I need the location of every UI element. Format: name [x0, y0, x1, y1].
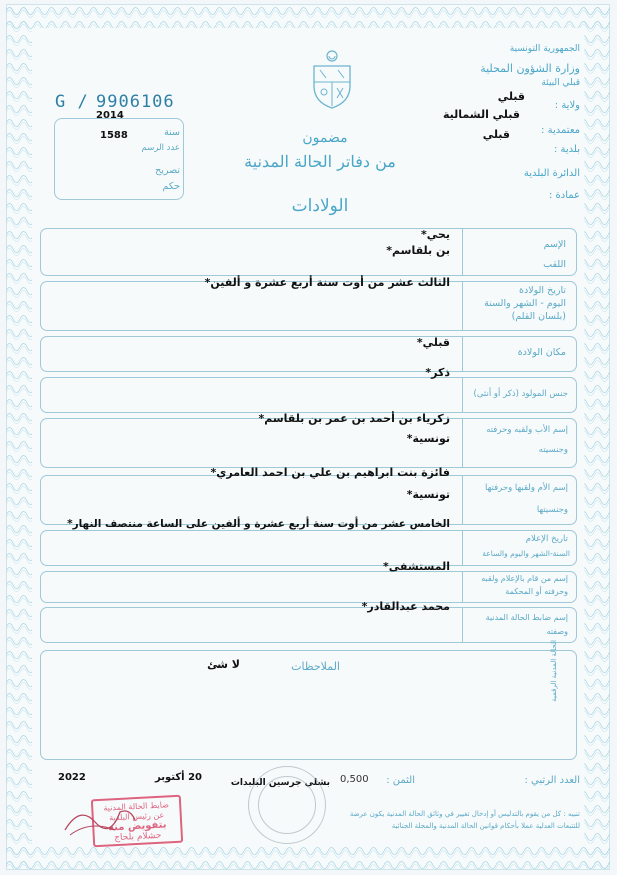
- side-digital-text: الحالة المدنية الرقمية: [550, 640, 558, 702]
- remarks-value: لا شئ: [207, 658, 240, 671]
- birth-date-pen-label: (بلسان القلم): [511, 311, 566, 322]
- declaration-date-label: تاريخ الإعلام: [525, 534, 568, 544]
- registers-title: من دفاتر الحالة المدنية: [244, 152, 396, 171]
- declaration-date-sublabel: السنة-الشهر واليوم والساعة: [482, 549, 570, 558]
- birth-place-label: مكان الولادة: [517, 347, 566, 358]
- municipality-label: بلدية :: [553, 144, 580, 155]
- officer-label: إسم ضابط الحالة المدنية: [485, 613, 568, 622]
- declarant-value: المستشفى*: [383, 560, 450, 573]
- father-label: إسم الأب ولقبه وحرفته: [486, 425, 568, 435]
- coat-of-arms-icon: [310, 48, 354, 110]
- date-day-month: 20 أكتوبر: [155, 772, 202, 783]
- omda-label: عمادة :: [548, 190, 580, 201]
- first-name-value: يحي*: [421, 228, 450, 241]
- stamp-line-4: حشلام بلحاج: [113, 830, 162, 844]
- year-label: سنة: [164, 127, 180, 138]
- price-value: 0,500: [340, 774, 369, 785]
- serial-prefix: G /: [55, 92, 89, 112]
- sex-value: ذكر*: [425, 366, 450, 379]
- signature-icon: [60, 800, 140, 840]
- remarks-label: الملاحظات: [291, 660, 340, 673]
- surname-label: اللقب: [543, 259, 566, 270]
- act-number-label: عدد الرسم: [141, 143, 180, 153]
- wilaya-value: قبلي: [497, 90, 525, 103]
- officer-sublabel: وصفته: [546, 627, 568, 636]
- father-value: زكرياء بن أحمد بن عمر بن بلقاسم*: [258, 412, 450, 425]
- ministry-label: وزارة الشؤون المحلية: [480, 62, 580, 75]
- date-year: 2022: [58, 772, 86, 783]
- mother-nationality-value: تونسية*: [406, 488, 450, 501]
- environment-label: قبلي البيئة: [541, 78, 580, 88]
- mother-label: إسم الأم ولقبها وحرفتها: [485, 483, 568, 493]
- sex-label: جنس المولود (ذكر أو أنثى): [473, 389, 568, 399]
- municipality-value: قبلي: [482, 128, 510, 141]
- municipal-district-label: الدائرة البلدية: [523, 168, 580, 179]
- year-value: 2014: [96, 110, 124, 121]
- republic-label: الجمهورية التونسية: [509, 44, 580, 54]
- birth-date-value: الثالث عشر من أوت سنة أربع عشرة و ألفين*: [204, 276, 450, 289]
- declaration-date-value: الخامس عشر من أوت سنة أربع عشرة و ألفين على الساعة منتصف النهار*: [67, 518, 450, 530]
- declarant-label: إسم من قام بالإعلام ولقبه: [481, 574, 568, 583]
- birth-date-label: تاريخ الولادة: [519, 285, 566, 296]
- serial-number: 9906106: [96, 92, 175, 112]
- father-nationality-value: تونسية*: [406, 432, 450, 445]
- act-number-value: 1588: [100, 130, 128, 141]
- judgment-label: حكم: [162, 181, 180, 192]
- mother-value: فائزة بنت ابراهيم بن علي بن احمد العامري*: [210, 466, 450, 479]
- officer-value: محمد عبدالقادر*: [361, 600, 450, 613]
- stamp-line-3: بتفويض منه: [107, 819, 167, 834]
- place-text: بشلي جرسين البلبدات: [230, 778, 330, 788]
- birth-date-sublabel: اليوم - الشهر والسنة: [484, 298, 566, 309]
- delegation-label: معتمدية :: [541, 125, 580, 136]
- declarant-sublabel: وحرفته أو المحكمة: [505, 587, 568, 596]
- stamp-line-1: ضابط الحالة المدنية: [103, 800, 170, 813]
- price-label: الثمن :: [386, 775, 415, 786]
- warning-text: تنبيه : كل من يقوم بالتدليس أو إدخال تغيير في وثائق الحالة المدنية يكون عرضة: [349, 810, 580, 818]
- delegation-value: قبلي الشمالية: [442, 108, 520, 121]
- warning-text-2: للتتبعات العدلية عملا بأحكام قوانين الحالة المدنية والمجلة الجنائية: [391, 822, 580, 830]
- stamp-line-2: عن رئيس البلدية: [109, 810, 165, 823]
- mother-nationality-label: وجنسيتها: [536, 505, 568, 515]
- birth-place-value: قبلي*: [416, 336, 450, 349]
- wilaya-label: ولاية :: [554, 100, 580, 111]
- extract-title: مضمون: [302, 130, 348, 146]
- surname-value: بن بلقاسم*: [386, 244, 450, 257]
- order-number-label: العدد الرتبي :: [524, 775, 580, 786]
- official-seal-inner: [258, 776, 316, 834]
- name-label: الإسم: [543, 239, 566, 250]
- declaration-label: تصريح: [155, 165, 180, 176]
- father-nationality-label: وجنسيته: [538, 445, 568, 455]
- births-title: الولادات: [291, 196, 349, 216]
